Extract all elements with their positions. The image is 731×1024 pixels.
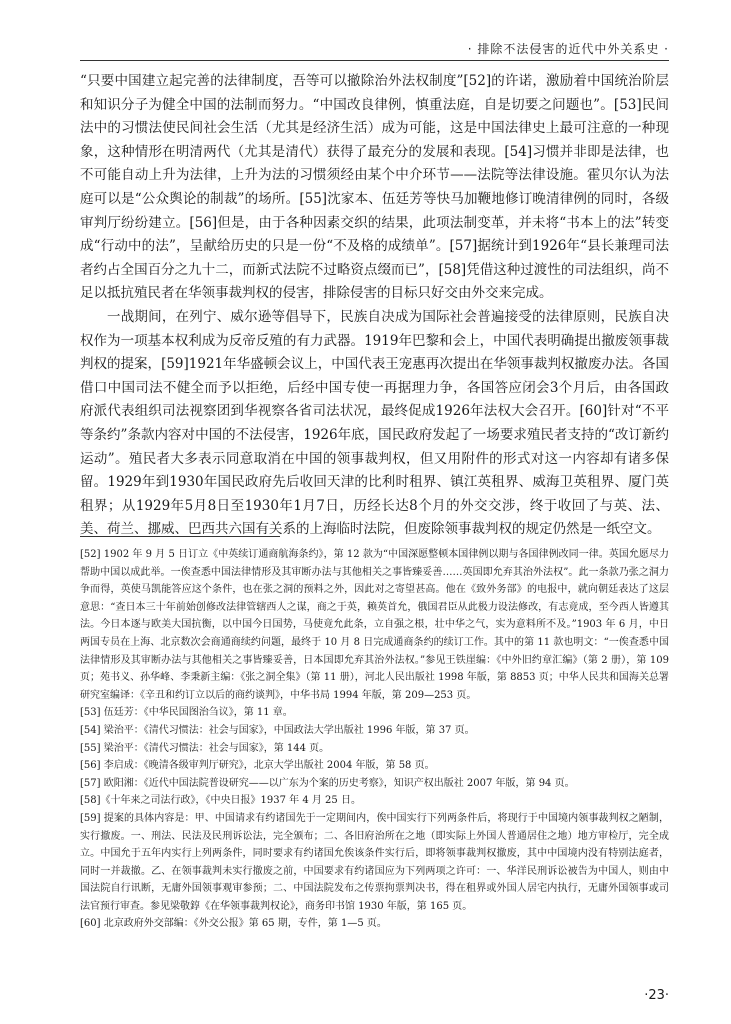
footnote-53: [53] 伍廷芳：《中华民国图治刍议》，第 11 章。	[80, 707, 293, 719]
footnote-56: [56] 李启成：《晚清各级审判厅研究》，北京大学出版社 2004 年版，第 58 页。	[80, 760, 435, 772]
footnotes	[80, 546, 669, 933]
footnote-separator	[80, 536, 280, 537]
running-header	[80, 38, 669, 61]
footnote-58: [58]《十年来之司法行政》，《中央日报》1937 年 4 月 25 日。	[80, 795, 361, 807]
footnote-57: [57] 欧阳湘：《近代中国法院普设研究——以广东为个案的历史考察》，知识产权出版社 2007 年版，第 94 页。	[80, 777, 575, 789]
footnote-60: [60] 北京政府外交部编：《外交公报》第 65 期，专件，第 1—5 页。	[80, 918, 387, 930]
body-paragraph-1: “只要中国建立起完善的法律制度，吾等可以撤除治外法权制度”[52]的许诺，激励着中国统治阶层和知识分子为健全中国的法制而努力。“中国改良律例，慎重法庭，自是切要之问题也”。[53]民间法中的习惯法使民间社会生活（尤其是经济生活）成为可能，这是中国法律史上最可注意的一种现象，这种情形在明清两代（尤其是清代）获得了最充分的发展和表现。[54]习惯并非即是法律，也不可能自动上升为法律，上升为法的习惯须经由某个中介环节——法院等法律设施。霍贝尔认为法庭可以是“公众舆论的制裁”的场所。[55]沈家本、伍廷芳等快马加鞭地修订晚清律例的同时，各级审判厅纷纷建立。[56]但是，由于各种因素交织的结果，此项法制变革，并未将“书本上的法”转变成“行动中的法”，呈献给历史的只是一份“不及格的成绩单”。[57]据统计到1926年“县长兼理司法者约占全国百分之九十二，而新式法院不过略资点缀而已”，[58]凭借这种过渡性的司法组织，尚不足以抵抗殖民者在华领事裁判权的侵害，排除侵害的目标只好交由外交来完成。	[80, 73, 669, 302]
running-title: · 排除不法侵害的近代中外关系史 ·	[467, 42, 669, 56]
footnote-59: [59] 提案的具体内容是：甲、中国请求有约诸国先于一定期间内，俟中国实行下列两条件后，将现行于中国境内领事裁判权之陋制，实行撤废。一、刑法、民法及民刑诉讼法，完全颁布；二、各旧府治所在之地（即实际上外国人普通居住之地）地方审检厅，完全成立。中国允于五年内实行上列两条件，同时要求有约诸国允俟该条件实行后，即将领事裁判权撤废，其中中国境内没有特别法庭者，同时一并裁撤。乙、在领事裁判未实行撤废之前，中国要求有约诸国应为下列两项之许可：一、华洋民刑诉讼被告为中国人，则由中国法院自行讯断，无庸外国领事观审参预；二、中国法院发布之传票拘票判决书，得在租界或外国人居宅内执行，无庸外国领事或司法官预行审查。参见梁敬錞《在华领事裁判权论》，商务印书馆 1930 年版，第 165 页。	[80, 812, 669, 912]
body-paragraph-2: 一战期间，在列宁、威尔逊等倡导下，民族自决成为国际社会普遍接受的法律原则，民族自决权作为一项基本权利成为反帝反殖的有力武器。1919年巴黎和会上，中国代表明确提出撤废领事裁判权的提案，[59]1921年华盛顿会议上，中国代表王宠惠再次提出在华领事裁判权撤废办法。各国借口中国司法不健全而予以拒绝，后经中国专使一再据理力争，各国答应闭会3个月后，由各国政府派代表组织司法视察团到华视察各省司法状况，最终促成1926年法权大会召开。[60]针对“不平等条约”条款内容对中国的不法侵害，1926年底，国民政府发起了一场要求殖民者支持的“改订新约运动”。殖民者大多表示同意取消在中国的领事裁判权，但又用附件的形式对这一内容却有诸多保留。1929年到1930年国民政府先后收回天津的比利时租界、镇江英租界、威海卫英租界、厦门英租界；从1929年5月8日至1930年1月7日，历经长达8个月的外交交涉，终于收回了与英、法、美、荷兰、挪威、巴西共六国有关系的上海临时法院，但废除领事裁判权的规定仍然是一纸空文。	[80, 308, 669, 538]
footnote-54: [54] 梁治平：《清代习惯法：社会与国家》，中国政法大学出版社 1996 年版，第 37 页。	[80, 724, 475, 736]
page-number: ·23·	[644, 988, 669, 1003]
main-text	[80, 70, 669, 542]
footnote-52: [52] 1902 年 9 月 5 日订立《中英续订通商航海条约》，第 12 款为“中国深愿整顿本国律例以期与各国律例改同一律。英国允愿尽力帮助中国以成此举。一俟查悉中国法律情形及其审断办法与其他相关之事皆臻妥善……英国即允弃其治外法权”。此一条款乃张之洞力争而得，英使马凯能答应这个条件，也在张之洞的预料之外，因此对之寄望甚高。他在《致外务部》的电报中，就向朝廷表达了这层意思：“查日本三十年前始创修改法律管辖西人之谋，商之于英，赖英首允，俄国君臣从此极力设法修改，有志竟成，至今西人皆遵其法。今日本逐与欧美大国抗衡，以中国今日国势，马使竟允此条，立自强之根，壮中华之气，实为意料所不及。”1903 年 6 月，中日两国专员在上海、北京数次会商通商续约问题，最终于 10 月 8 日完成通商条约的续订工作。其中的第 11 款也明文：“一俟查悉中国法律情形及其审断办法与其他相关之事皆臻妥善，日本国即允弃其治外法权。”参见王铁崖编：《中外旧约章汇编》（第 2 册），第 109 页；苑书义、孙华峰、李秉新主编：《张之洞全集》（第 11 册），河北人民出版社 1998 年版，第 8853 页；中华人民共和国海关总署研究室编译：《辛丑和约订立以后的商约谈判》，中华书局 1994 年版，第 209—253 页。	[80, 549, 669, 701]
footnote-55: [55] 梁治平：《清代习惯法：社会与国家》，第 144 页。	[80, 742, 330, 754]
